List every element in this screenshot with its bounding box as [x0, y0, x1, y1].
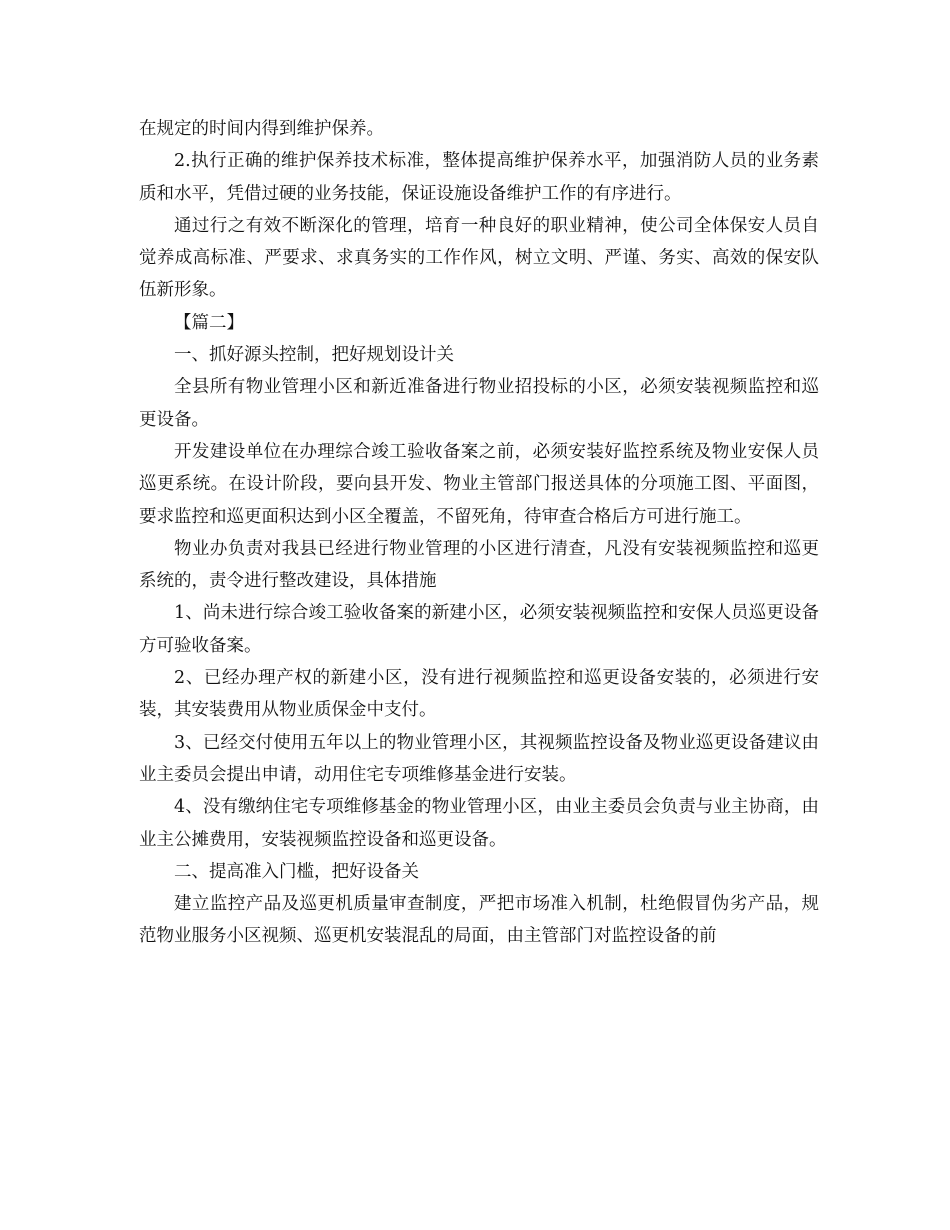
paragraph-management-summary: 通过行之有效不断深化的管理，培育一种良好的职业精神，使公司全体保安人员自觉养成高标准、严要求、求真务实的工作作风，树立文明、严谨、务实、高效的保安队伍新形象。	[139, 215, 819, 301]
section-title-part-two: 【篇二】	[174, 312, 244, 333]
paragraph-developer-requirement: 开发建设单位在办理综合竣工验收备案之前，必须安装好监控系统及物业安保人员巡更系统。在设计阶段，要向县开发、物业主管部门报送具体的分项施工图、平面图，要求监控和巡更面积达到小区全覆盖，不留死角，待审查合格后方可进行施工。	[139, 441, 819, 527]
heading-source-control: 一、抓好源头控制，把好规划设计关	[174, 345, 454, 366]
paragraph-maintenance-standard: 2.执行正确的维护保养技术标准，整体提高维护保养水平，加强消防人员的业务素质和水平，凭借过硬的业务技能，保证设施设备维护工作的有序进行。	[139, 151, 819, 204]
paragraph-quality-review: 建立监控产品及巡更机质量审查制度，严把市场准入机制，杜绝假冒伪劣产品，规范物业服务小区视频、巡更机安装混乱的局面，由主管部门对监控设备的前	[139, 894, 819, 947]
paragraph-continuation: 在规定的时间内得到维护保养。	[139, 119, 384, 139]
heading-entry-threshold: 二、提高准入门槛，把好设备关	[174, 861, 419, 882]
paragraph-inspection: 物业办负责对我县已经进行物业管理的小区进行清查，凡没有安装视频监控和巡更系统的，责令进行整改建设，具体措施	[139, 538, 819, 592]
paragraph-install-requirement: 全县所有物业管理小区和新近准备进行物业招投标的小区，必须安装视频监控和巡更设备。	[139, 377, 819, 430]
document-body	[139, 113, 819, 953]
list-item-measure-3: 3、已经交付使用五年以上的物业管理小区，其视频监控设备及物业巡更设备建议由业主委员会提出申请，动用住宅专项维修基金进行安装。	[139, 732, 819, 785]
list-item-measure-2: 2、已经办理产权的新建小区，没有进行视频监控和巡更设备安装的，必须进行安装，其安装费用从物业质保金中支付。	[139, 668, 819, 721]
list-item-measure-1: 1、尚未进行综合竣工验收备案的新建小区，必须安装视频监控和安保人员巡更设备方可验收备案。	[139, 603, 819, 656]
list-item-measure-4: 4、没有缴纳住宅专项维修基金的物业管理小区，由业主委员会负责与业主协商，由业主公摊费用，安装视频监控设备和巡更设备。	[139, 797, 819, 850]
